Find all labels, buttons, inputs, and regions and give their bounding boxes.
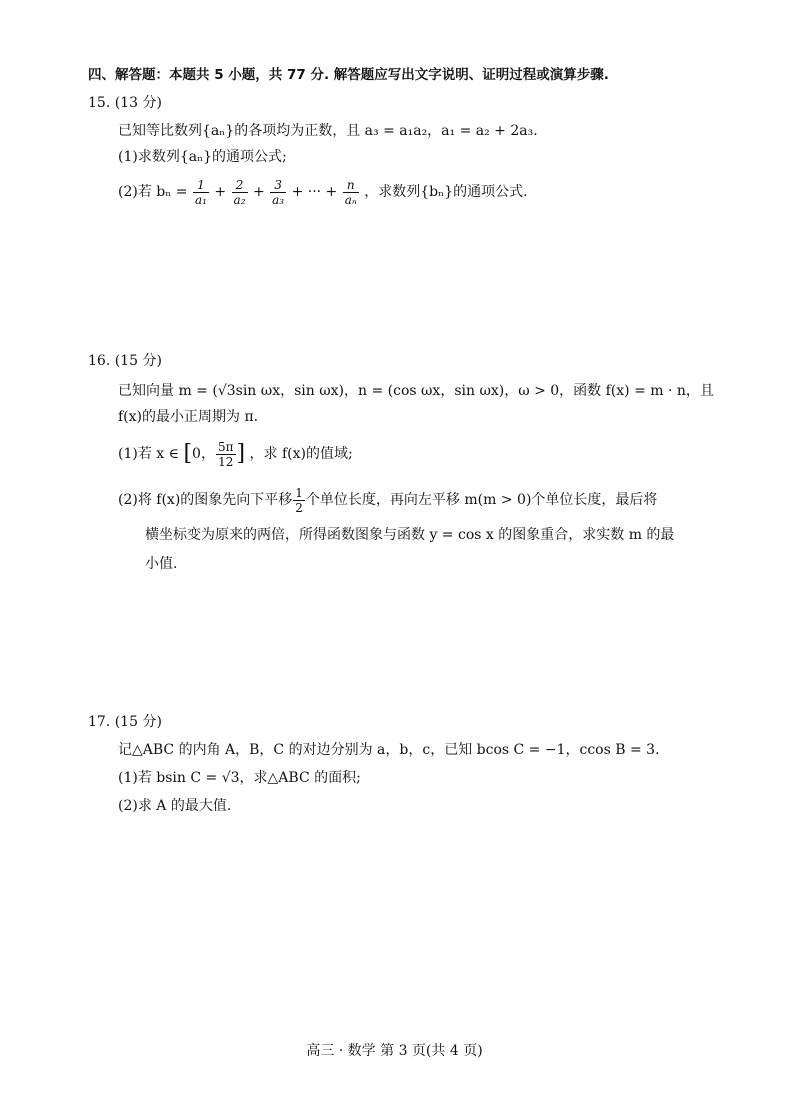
q16-part2-suffix: 个单位长度，再向左平移 m(m > 0)个单位长度，最后将 [305, 492, 658, 508]
q15-op-1: + [214, 184, 227, 200]
q16-part2 [118, 482, 657, 518]
q16-stem-line2: f(x)的最小正周期为 π. [118, 409, 259, 425]
q16-part2-line3: 小值. [145, 556, 178, 572]
q16-part2-prefix: (2)将 f(x)的图象先向下平移 [118, 492, 293, 508]
q15-op-2: + [252, 184, 265, 200]
section-heading: 四、解答题：本题共 5 小题，共 77 分. 解答题应写出文字说明、证明过程或演算步骤. [88, 67, 609, 83]
q16-part1: (1)若 x ∈ [0， $\frac{5\pi}{12}$ ] ，求 f(x)的值域; [118, 439, 353, 469]
q16-frac-half: $\frac{1}{2}$ [295, 485, 303, 515]
q15-part2-suffix: ，求数列{bₙ}的通项公式. [364, 184, 528, 200]
q17-part1: (1)若 bsin C = √3，求△ABC 的面积; [118, 770, 361, 786]
q17-header: 17. (15 分) [88, 714, 162, 730]
q15-frac-1: $\frac{1}{\text{a₁}}$ [194, 177, 207, 207]
q16-frac-5pi12: $\frac{5\pi}{12}$ [217, 439, 234, 469]
q16-part2-line2: 横坐标变为原来的两倍，所得函数图象与函数 y = cos x 的图象重合，求实数 m 的最 [145, 527, 675, 543]
q15-stem: 已知等比数列{aₙ}的各项均为正数，且 a₃ = a₁a₂，a₁ = a₂ + 2a₃. [118, 123, 538, 139]
q16-header: 16. (15 分) [88, 353, 162, 369]
q15-header: 15. (13 分) [88, 95, 162, 111]
q16-part1-suffix: ，求 f(x)的值域; [249, 446, 353, 462]
q17-stem: 记△ABC 的内角 A，B，C 的对边分别为 a，b，c，已知 bcos C = −1，ccos B = 3. [118, 742, 660, 758]
q15-frac-2: $\frac{2}{\text{a₂}}$ [233, 177, 246, 207]
q16-stem-line1: 已知向量 m = (√3sin ωx，sin ωx)，n = (cos ωx，sin ωx)，ω > 0，函数 f(x) = m · n，且 [118, 383, 714, 399]
q15-frac-4: $\frac{n}{\text{aₙ}}$ [344, 177, 357, 207]
q15-part1: (1)求数列{aₙ}的通项公式; [118, 149, 287, 165]
page-footer: 高三 · 数学 第 3 页(共 4 页) [306, 1043, 483, 1059]
q15-op-3: + ··· + [291, 184, 338, 200]
q17-part2: (2)求 A 的最大值. [118, 798, 232, 814]
q15-frac-3: $\frac{3}{\text{a₃}}$ [272, 177, 285, 207]
q16-interval-left: 0， [192, 446, 215, 462]
q16-part1-prefix: (1)若 x ∈ [118, 446, 179, 462]
q15-part2-prefix: (2)若 bₙ = [118, 184, 188, 200]
q15-part2 [118, 174, 528, 210]
